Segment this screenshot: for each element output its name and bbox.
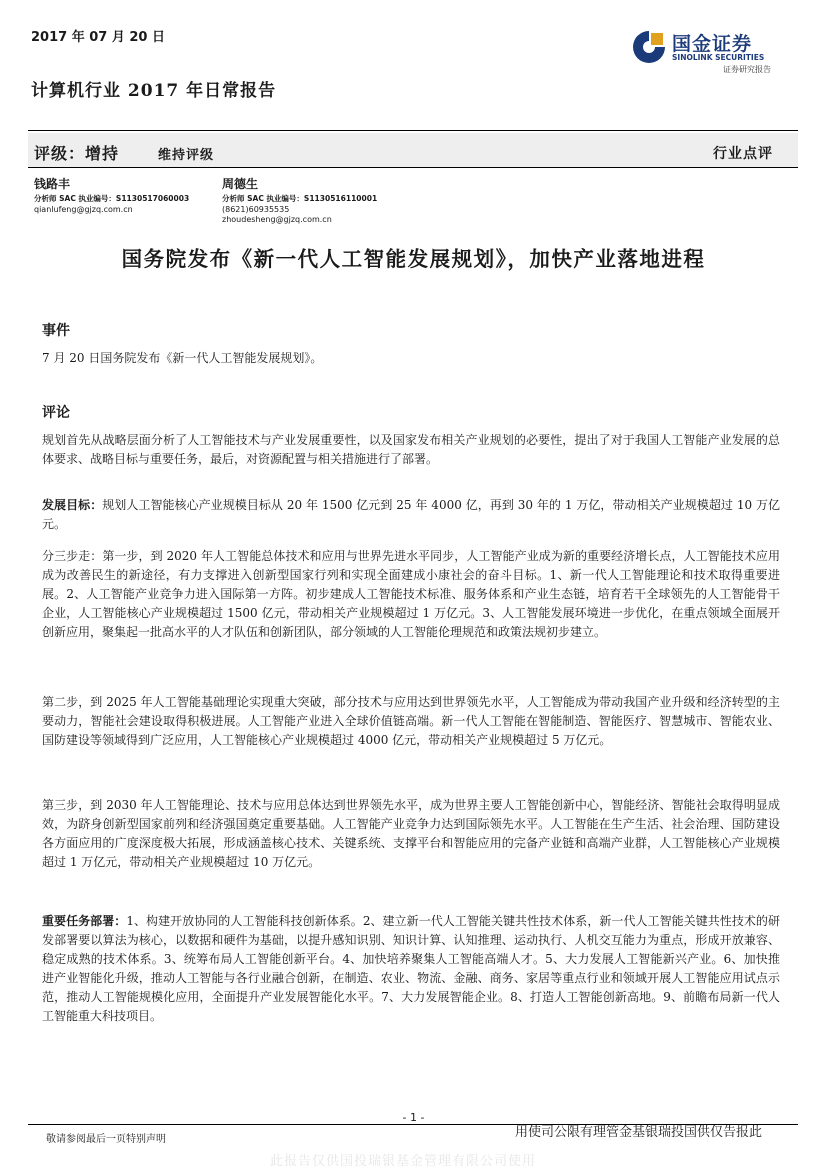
steps-paragraph-3: 第三步，到 2030 年人工智能理论、技术与应用总体达到世界领先水平，成为世界主要人工智能创新中心，智能经济、智能社会取得明显成效，为跻身创新型国家前列和经济强国奠定重要基础。人工智能产业竞争力达到国际领先水平。人工智能在生产生活、社会治理、国防建设各方面应用的广度深度极大拓展，形成涵盖核心技术、关键系统、支撑平台和智能应用的完备产业链和高端产业群，人工智能核心产业规模超过 1 万亿元，带动相关产业规模超过 10 万亿元。 [42, 798, 780, 869]
event-heading: 事件 [42, 323, 70, 339]
tasks-paragraph [42, 912, 780, 1026]
sinolink-logo-icon [631, 29, 667, 65]
report-series-title: 计算机行业 2017 年日常报告 [31, 81, 277, 101]
analyst-block [34, 176, 189, 215]
page-number: - 1 - [402, 1111, 425, 1124]
rating-bottom-rule [28, 167, 798, 168]
analyst-name: 钱路丰 [34, 177, 71, 191]
steps-paragraph-2: 第二步，到 2025 年人工智能基础理论实现重大突破，部分技术与应用达到世界领先水平，人工智能成为带动我国产业升级和经济转型的主要动力，智能社会建设取得积极进展。人工智能产业进入全球价值链高端。新一代人工智能在智能制造、智能医疗、智慧城市、智能农业、国防建设等领域得到广泛应用，人工智能核心产业规模超过 4000 亿元，带动相关产业规模超过 5 万亿元。 [42, 695, 780, 747]
logo-name-cn: 国金证券 [672, 33, 753, 55]
maintain-rating-label: 维持评级 [158, 148, 215, 163]
goal-text: 规划人工智能核心产业规模目标从 20 年 1500 亿元到 25 年 4000 亿，再到 30 年的 1 万亿，带动相关产业规模超过 10 万亿元。 [42, 498, 780, 531]
goal-label: 发展目标： [42, 498, 103, 512]
report-date: 2017 年 07 月 20 日 [31, 30, 165, 45]
footer-usage-note: 用使司公限有理管金基银瑞投国供仅告报此 [515, 1125, 763, 1140]
analyst-phone: (8621)60935535 [222, 204, 290, 214]
rating-top-rule [28, 130, 798, 131]
comment-paragraph: 规划首先从战略层面分析了人工智能技术与产业发展重要性，以及国家发布相关产业规划的必要性，提出了对于我国人工智能产业发展的总体要求、战略目标与重要任务，最后，对资源配置与相关措施进行了部署。 [42, 433, 780, 466]
analyst-name: 周德生 [222, 177, 259, 191]
tasks-text: 1、构建开放协同的人工智能科技创新体系。2、建立新一代人工智能关键共性技术体系，新一代人工智能关键共性技术的研发部署要以算法为核心，以数据和硬件为基础，以提升感知识别、知识计算、认知推理、运动执行、人机交互能力为重点，形成开放兼容、稳定成熟的技术体系。3、统筹布局人工智能创新平台。4、加快培养聚集人工智能高端人才。5、大力发展人工智能新兴产业。6、加快推进产业智能化升级，推动人工智能与各行业融合创新，在制造、农业、物流、金融、商务、家居等重点行业和领域开展人工智能应用试点示范，推动人工智能规模化应用，全面提升产业发展智能化水平。7、大力发展智能企业。8、打造人工智能创新高地。9、前瞻布局新一代人工智能重大科技项目。 [42, 914, 780, 1023]
main-title: 国务院发布《新一代人工智能发展规划》，加快产业落地进程 [121, 247, 706, 271]
logo-subtitle: 证券研究报告 [723, 65, 771, 74]
event-text: 7 月 20 日国务院发布《新一代人工智能发展规划》。 [42, 351, 323, 365]
analyst-license: 分析师 SAC 执业编号：S1130516110001 [222, 194, 378, 203]
tasks-label: 重要任务部署： [42, 914, 127, 928]
steps-paragraph-1: 分三步走：第一步，到 2020 年人工智能总体技术和应用与世界先进水平同步，人工智能产业成为新的重要经济增长点，人工智能技术应用成为改善民生的新途径，有力支撑进入创新型国家行列和实现全面建成小康社会的奋斗目标。1、新一代人工智能理论和技术取得重要进展。2、人工智能产业竞争力进入国际第一方阵。初步建成人工智能技术标准、服务体系和产业生态链，培育若干全球领先的人工智能骨干企业，人工智能核心产业规模超过 1500 亿元，带动相关产业规模超过 1 万亿元。3、人工智能发展环境进一步优化，在重点领域全面展开创新应用，聚集起一批高水平的人才队伍和创新团队，部分领域的人工智能伦理规范和政策法规初步建立。 [42, 549, 780, 639]
goal-paragraph [42, 496, 780, 534]
watermark-text: 此报告仅供国投瑞银基金管理有限公司使用 [270, 1154, 537, 1169]
analyst-block [222, 176, 377, 226]
disclaimer-note: 敬请参阅最后一页特别声明 [46, 1134, 166, 1145]
rating-bar [28, 133, 798, 167]
analyst-email[interactable]: qianlufeng@gjzq.com.cn [34, 204, 133, 214]
rating-label: 评级：增持 [34, 144, 120, 163]
logo-name-en: SINOLINK SECURITIES [672, 53, 765, 62]
report-type-label: 行业点评 [713, 146, 773, 162]
comment-heading: 评论 [42, 405, 70, 421]
analyst-email[interactable]: zhoudesheng@gjzq.com.cn [222, 215, 332, 224]
analyst-license: 分析师 SAC 执业编号：S1130517060003 [34, 194, 190, 203]
